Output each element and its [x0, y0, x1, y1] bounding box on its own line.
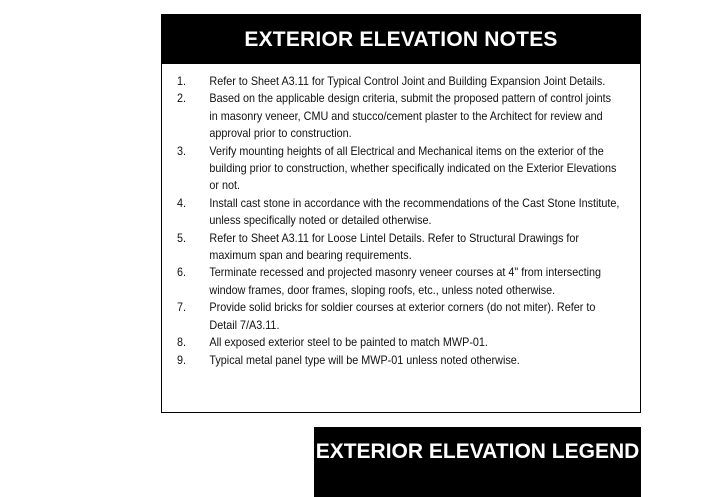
note-text: All exposed exterior steel to be painted to match MWP-01. [209, 335, 488, 350]
note-item [177, 352, 620, 369]
note-text: Refer to Sheet A3.11 for Typical Control Joint and Building Expansion Joint Details. [209, 74, 606, 88]
note-number: 2. [177, 91, 187, 106]
note-number: 4. [177, 195, 187, 210]
note-number: 8. [177, 335, 187, 350]
note-number: 6. [177, 265, 187, 280]
note-item [177, 264, 620, 299]
note-number: 5. [177, 230, 187, 245]
note-text: Based on the applicable design criteria, submit the proposed pattern of control joints in masonry veneer, CMU and stucco/cement plaster to the Architect for review and approval prior to construction. [209, 91, 612, 141]
note-text: Terminate recessed and projected masonry veneer courses at 4" from intersecting window frames, door frames, sloping roofs, etc., unless noted otherwise. [209, 265, 602, 297]
note-number: 9. [177, 352, 187, 367]
note-text: Verify mounting heights of all Electrical and Mechanical items on the exterior of the building prior to construction, whether specifically indicated on the Exterior Elevations or not. [209, 143, 617, 193]
note-number: 3. [177, 143, 187, 158]
note-text: Typical metal panel type will be MWP-01 unless noted otherwise. [209, 352, 520, 367]
notes-title: EXTERIOR ELEVATION NOTES [162, 15, 640, 64]
note-item [177, 299, 620, 334]
notes-list [162, 64, 640, 369]
legend-title: EXTERIOR ELEVATION LEGEND [315, 440, 640, 463]
exterior-elevation-notes-panel [161, 14, 641, 413]
note-item [177, 195, 620, 230]
note-item [177, 230, 620, 265]
note-item [177, 90, 620, 142]
note-number: 7. [177, 300, 187, 315]
note-item [177, 73, 620, 90]
exterior-elevation-legend-header [314, 427, 641, 497]
note-item [177, 143, 620, 195]
note-number: 1. [177, 74, 187, 88]
note-text: Refer to Sheet A3.11 for Loose Lintel Details. Refer to Structural Drawings for maximum span and bearing requirements. [209, 230, 579, 263]
note-item [177, 334, 620, 351]
note-text: Install cast stone in accordance with the recommendations of the Cast Stone Institute, unless specifically noted or detailed otherwise. [209, 195, 620, 228]
note-text: Provide solid bricks for soldier courses at exterior corners (do not miter). Refer to Detail 7/A3.11. [209, 300, 596, 332]
